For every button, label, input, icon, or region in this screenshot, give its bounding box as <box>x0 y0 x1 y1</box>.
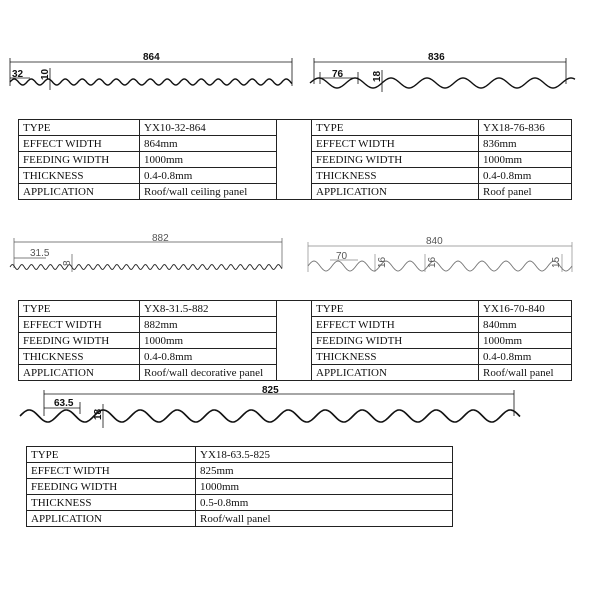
profile-wave <box>10 79 292 85</box>
thickness-label: THICKNESS <box>19 349 140 365</box>
thickness-label: THICKNESS <box>312 349 479 365</box>
feeding-width-value: 1000mm <box>140 152 277 168</box>
type-label: TYPE <box>19 301 140 317</box>
effect-width-value: 864mm <box>140 136 277 152</box>
table-gap <box>277 301 312 381</box>
effect-width-label: EFFECT WIDTH <box>312 317 479 333</box>
application-label: APPLICATION <box>312 365 479 381</box>
overall-width-label: 840 <box>426 236 443 247</box>
feeding-width-label: FEEDING WIDTH <box>27 479 196 495</box>
height-label-2: 16 <box>427 256 438 268</box>
spec-table-row-2 <box>18 300 572 381</box>
application-label: APPLICATION <box>312 184 479 200</box>
height-label-3: 15 <box>551 256 562 268</box>
feeding-width-label: FEEDING WIDTH <box>19 333 140 349</box>
height-label: 8 <box>62 260 73 266</box>
height-label: 16 <box>377 256 388 268</box>
feeding-width-value: 1000mm <box>479 152 572 168</box>
spec-table-row-3 <box>26 446 453 527</box>
pitch-label: 63.5 <box>54 398 74 409</box>
application-value: Roof/wall decorative panel <box>140 365 277 381</box>
profile-yx16-70-840 <box>300 232 600 282</box>
type-value: YX8-31.5-882 <box>140 301 277 317</box>
feeding-width-label: FEEDING WIDTH <box>312 333 479 349</box>
type-value: YX10-32-864 <box>140 120 277 136</box>
height-label: 18 <box>93 408 104 420</box>
type-label: TYPE <box>19 120 140 136</box>
effect-width-label: EFFECT WIDTH <box>19 317 140 333</box>
profile-yx10-32-864 <box>0 50 300 100</box>
profile-yx8-31-5-882 <box>0 232 300 282</box>
profile-drawing-yx16 <box>300 232 600 282</box>
application-label: APPLICATION <box>19 365 140 381</box>
pitch-label: 32 <box>12 69 24 80</box>
profile-drawing-yx18-76 <box>300 50 600 100</box>
thickness-value: 0.4-0.8mm <box>479 168 572 184</box>
feeding-width-value: 1000mm <box>140 333 277 349</box>
profile-drawing-yx18-63 <box>0 384 600 436</box>
application-value: Roof/wall ceiling panel <box>140 184 277 200</box>
height-label: 18 <box>372 70 383 82</box>
feeding-width-label: FEEDING WIDTH <box>19 152 140 168</box>
effect-width-value: 836mm <box>479 136 572 152</box>
effect-width-label: EFFECT WIDTH <box>27 463 196 479</box>
pitch-label: 76 <box>332 69 344 80</box>
application-value: Roof/wall panel <box>196 511 453 527</box>
profile-drawing-yx10 <box>0 50 300 100</box>
height-label: 10 <box>40 68 51 80</box>
application-value: Roof panel <box>479 184 572 200</box>
thickness-label: THICKNESS <box>19 168 140 184</box>
overall-width-label: 825 <box>262 385 279 396</box>
profile-yx18-76-836 <box>300 50 600 100</box>
spec-table-row-1 <box>18 119 572 200</box>
type-value: YX18-63.5-825 <box>196 447 453 463</box>
feeding-width-value: 1000mm <box>479 333 572 349</box>
thickness-value: 0.5-0.8mm <box>196 495 453 511</box>
thickness-label: THICKNESS <box>312 168 479 184</box>
application-label: APPLICATION <box>27 511 196 527</box>
application-value: Roof/wall panel <box>479 365 572 381</box>
pitch-label: 31.5 <box>30 248 50 259</box>
thickness-label: THICKNESS <box>27 495 196 511</box>
table-gap <box>277 120 312 200</box>
effect-width-value: 882mm <box>140 317 277 333</box>
type-value: YX18-76-836 <box>479 120 572 136</box>
feeding-width-value: 1000mm <box>196 479 453 495</box>
thickness-value: 0.4-0.8mm <box>140 349 277 365</box>
overall-width-label: 836 <box>428 52 445 63</box>
profile-yx18-63-5-825 <box>0 384 600 436</box>
effect-width-value: 825mm <box>196 463 453 479</box>
type-label: TYPE <box>27 447 196 463</box>
type-value: YX16-70-840 <box>479 301 572 317</box>
effect-width-label: EFFECT WIDTH <box>19 136 140 152</box>
profile-wave <box>10 265 282 270</box>
overall-width-label: 864 <box>143 52 160 63</box>
overall-width-label: 882 <box>152 233 169 244</box>
type-label: TYPE <box>312 301 479 317</box>
profile-wave <box>308 261 572 271</box>
profile-wave <box>310 78 575 88</box>
effect-width-label: EFFECT WIDTH <box>312 136 479 152</box>
profile-drawing-yx8 <box>0 232 300 282</box>
thickness-value: 0.4-0.8mm <box>140 168 277 184</box>
pitch-label: 70 <box>336 251 348 262</box>
effect-width-value: 840mm <box>479 317 572 333</box>
thickness-value: 0.4-0.8mm <box>479 349 572 365</box>
feeding-width-label: FEEDING WIDTH <box>312 152 479 168</box>
type-label: TYPE <box>312 120 479 136</box>
application-label: APPLICATION <box>19 184 140 200</box>
